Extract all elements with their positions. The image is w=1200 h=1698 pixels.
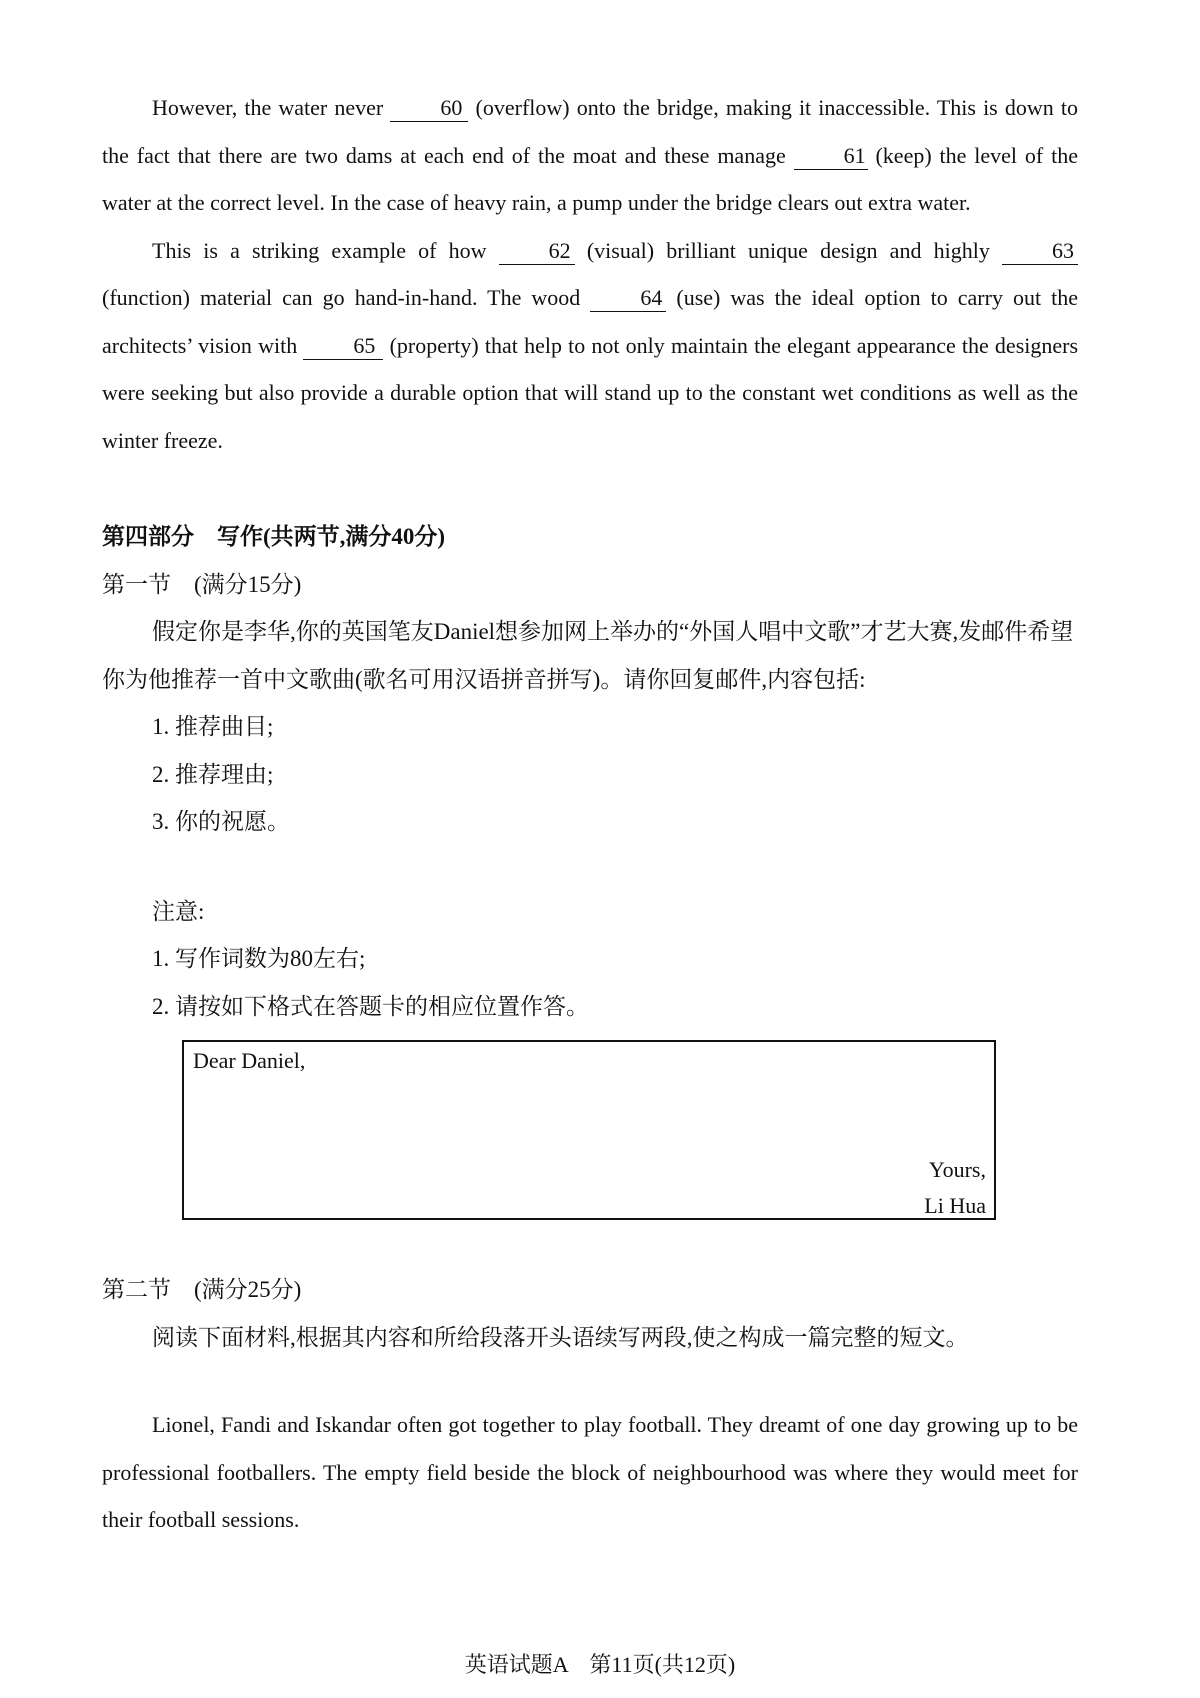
exam-page	[102, 84, 1078, 1544]
blank-62: 62	[499, 238, 575, 265]
section1-prompt: 假定你是李华,你的英国笔友Daniel想参加网上举办的“外国人唱中文歌”才艺大赛,发邮件希望你为他推荐一首中文歌曲(歌名可用汉语拼音拼写)。请你回复邮件,内容包括:	[102, 619, 1074, 692]
text-run: (property) that help to not only maintain the elegant appearance the designers were seeking but also provide a durable option that will stand up to the constant wet conditions as well as the winter freeze.	[102, 332, 1079, 453]
letter-format-box	[182, 1040, 996, 1220]
passage-paragraph-1	[102, 84, 1078, 227]
letter-closing: Yours,	[928, 1157, 986, 1182]
story-paragraph: Lionel, Fandi and Iskandar often got together to play football. They dreamt of one day growing up to be professional footballers. The empty field beside the block of neighbourhood was where they would meet for their football sessions.	[102, 1412, 1078, 1532]
blank-60: 60	[390, 95, 468, 122]
note-item-1: 1. 写作词数为80左右;	[152, 946, 366, 971]
text-run: (visual) brilliant unique design and highly	[586, 237, 990, 263]
note-item-2: 2. 请按如下格式在答题卡的相应位置作答。	[152, 993, 589, 1019]
text-run: (overflow) onto the bridge, making it inaccessible. This is down to the fact that there are two dams at each end of the moat and these manage	[102, 95, 1079, 168]
page-footer: 英语试题A 第11页(共12页)	[464, 1652, 736, 1677]
text-run: However, the water never	[152, 95, 384, 120]
blank-63: 63	[1002, 238, 1078, 265]
text-run: (use) was the ideal option to carry out the architects’ vision with	[102, 285, 1079, 358]
part4-title: 第四部分 写作(共两节,满分40分)	[102, 524, 446, 549]
blank-64: 64	[590, 285, 666, 312]
prompt-item-1: 1. 推荐曲目;	[152, 714, 274, 739]
text-run: (keep) the level of the water at the correct level. In the case of heavy rain, a pump under the bridge clears out extra water.	[102, 142, 1078, 215]
letter-signature: Li Hua	[924, 1193, 986, 1218]
prompt-item-3: 3. 你的祝愿。	[152, 809, 290, 834]
text-run: This is a striking example of how	[152, 237, 487, 263]
section1-heading: 第一节 (满分15分)	[102, 571, 302, 597]
blank-61: 61	[794, 143, 868, 170]
letter-closing-block	[924, 1152, 986, 1224]
section2-heading: 第二节 (满分25分)	[102, 1277, 302, 1302]
section2-prompt: 阅读下面材料,根据其内容和所给段落开头语续写两段,使之构成一篇完整的短文。	[152, 1324, 969, 1350]
text-run: (function) material can go hand-in-hand. The wood	[102, 285, 581, 310]
blank-65: 65	[303, 333, 383, 360]
letter-salutation: Dear Daniel,	[193, 1048, 306, 1073]
prompt-item-2: 2. 推荐理由;	[152, 761, 274, 787]
passage-paragraph-2	[102, 227, 1078, 465]
note-label: 注意:	[152, 898, 205, 924]
